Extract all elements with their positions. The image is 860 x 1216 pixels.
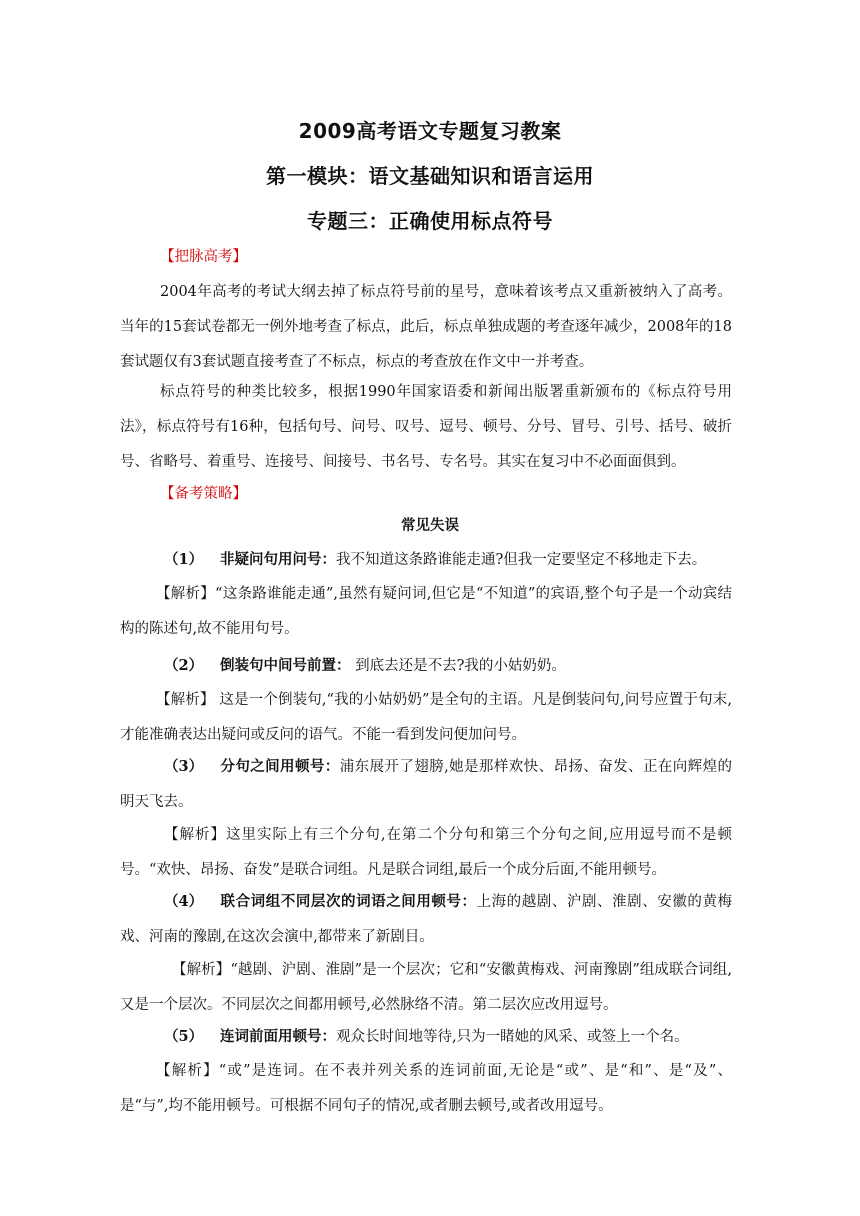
item-heading: 倒装句中间号前置： — [220, 657, 351, 674]
item-example: 观众长时间地等待,只为一睹她的风采、或签上一个名。 — [336, 1029, 689, 1045]
item-heading: 连词前面用顿号： — [220, 1028, 336, 1045]
item-number: （4） — [164, 893, 204, 910]
mistake-item-1 — [120, 542, 732, 578]
item-heading: 分句之间用顿号： — [220, 758, 340, 775]
paragraph-exam-history: 2004年高考的考试大纲去掉了标点符号前的星号，意味着该考点又重新被纳入了高考。当年的15套试卷都无一例外地考查了标点，此后，标点单独成题的考查逐年减少，2008年的18套试题仅有3套试题直接考查了不标点，标点的考查放在作文中一并考查。 — [120, 284, 732, 370]
mistake-item-4 — [120, 884, 732, 955]
item-example: 浦东展开了翅膀,她是那样欢快、昂扬、奋发、正在向辉煌的明天飞去。 — [120, 759, 733, 810]
analysis-item-1: 【解析】“这条路谁能走通”,虽然有疑问词,但它是“不知道”的宾语,整个句子是一个动宾结构的陈述句,故不能用句号。 — [120, 586, 732, 637]
module-title: 第一模块：语文基础知识和语言运用 — [266, 164, 594, 188]
item-number: （5） — [164, 1028, 204, 1045]
common-mistakes-heading: 常见失误 — [401, 518, 459, 534]
analysis-item-3: 【解析】这里实际上有三个分句,在第二个分句和第三个分句之间,应用逗号而不是顿号。“欢快、昂扬、奋发”是联合词组。凡是联合词组,最后一个成分后面,不能用顿号。 — [120, 827, 732, 878]
item-heading: 非疑问句用问号： — [220, 551, 336, 568]
paragraph-punctuation-types: 标点符号的种类比较多，根据1990年国家语委和新闻出版署重新颁布的《标点符号用法》，标点符号有16种，包括句号、问号、叹号、逗号、顿号、分号、冒号、引号、括号、破折号、省略号、着重号、连接号、间接号、书名号、专名号。其实在复习中不必面面俱到。 — [120, 384, 732, 470]
item-example: 上海的越剧、沪剧、淮剧、安徽的黄梅戏、河南的豫剧,在这次会演中,都带来了新剧目。 — [120, 894, 733, 945]
analysis-item-5: 【解析】“或”是连词。在不表并列关系的连词前面,无论是“或”、是“和”、是“及”、是“与”,均不能用顿号。可根据不同句子的情况,或者删去顿号,或者改用逗号。 — [120, 1063, 732, 1114]
document-title: 2009高考语文专题复习教案 — [298, 119, 562, 143]
topic-title: 专题三：正确使用标点符号 — [307, 209, 553, 233]
item-example: 我不知道这条路谁能走通?但我一定要坚定不移地走下去。 — [336, 552, 707, 568]
section-tag-strategy: 【备考策略】 — [160, 486, 247, 502]
analysis-item-4: 【解析】“越剧、沪剧、淮剧”是一个层次；它和“安徽黄梅戏、河南豫剧”组成联合词组,又是一个层次。不同层次之间都用顿号,必然脉络不清。第二层次应改用逗号。 — [120, 962, 732, 1013]
item-number: （2） — [164, 657, 204, 674]
item-example: 到底去还是不去?我的小姑奶奶。 — [350, 658, 566, 674]
section-tag-exam-analysis: 【把脉高考】 — [160, 249, 247, 265]
mistake-item-3 — [120, 749, 732, 820]
item-number: （1） — [164, 551, 204, 568]
analysis-item-2: 【解析】 这是一个倒装句,“我的小姑奶奶”是全句的主语。凡是倒装问句,问号应置于句末,才能准确表达出疑问或反问的语气。不能一看到发问便加问号。 — [120, 692, 732, 743]
item-heading: 联合词组不同层次的词语之间用顿号： — [220, 893, 477, 910]
mistake-item-5 — [120, 1019, 732, 1055]
item-number: （3） — [164, 758, 204, 775]
mistake-item-2 — [120, 648, 732, 684]
